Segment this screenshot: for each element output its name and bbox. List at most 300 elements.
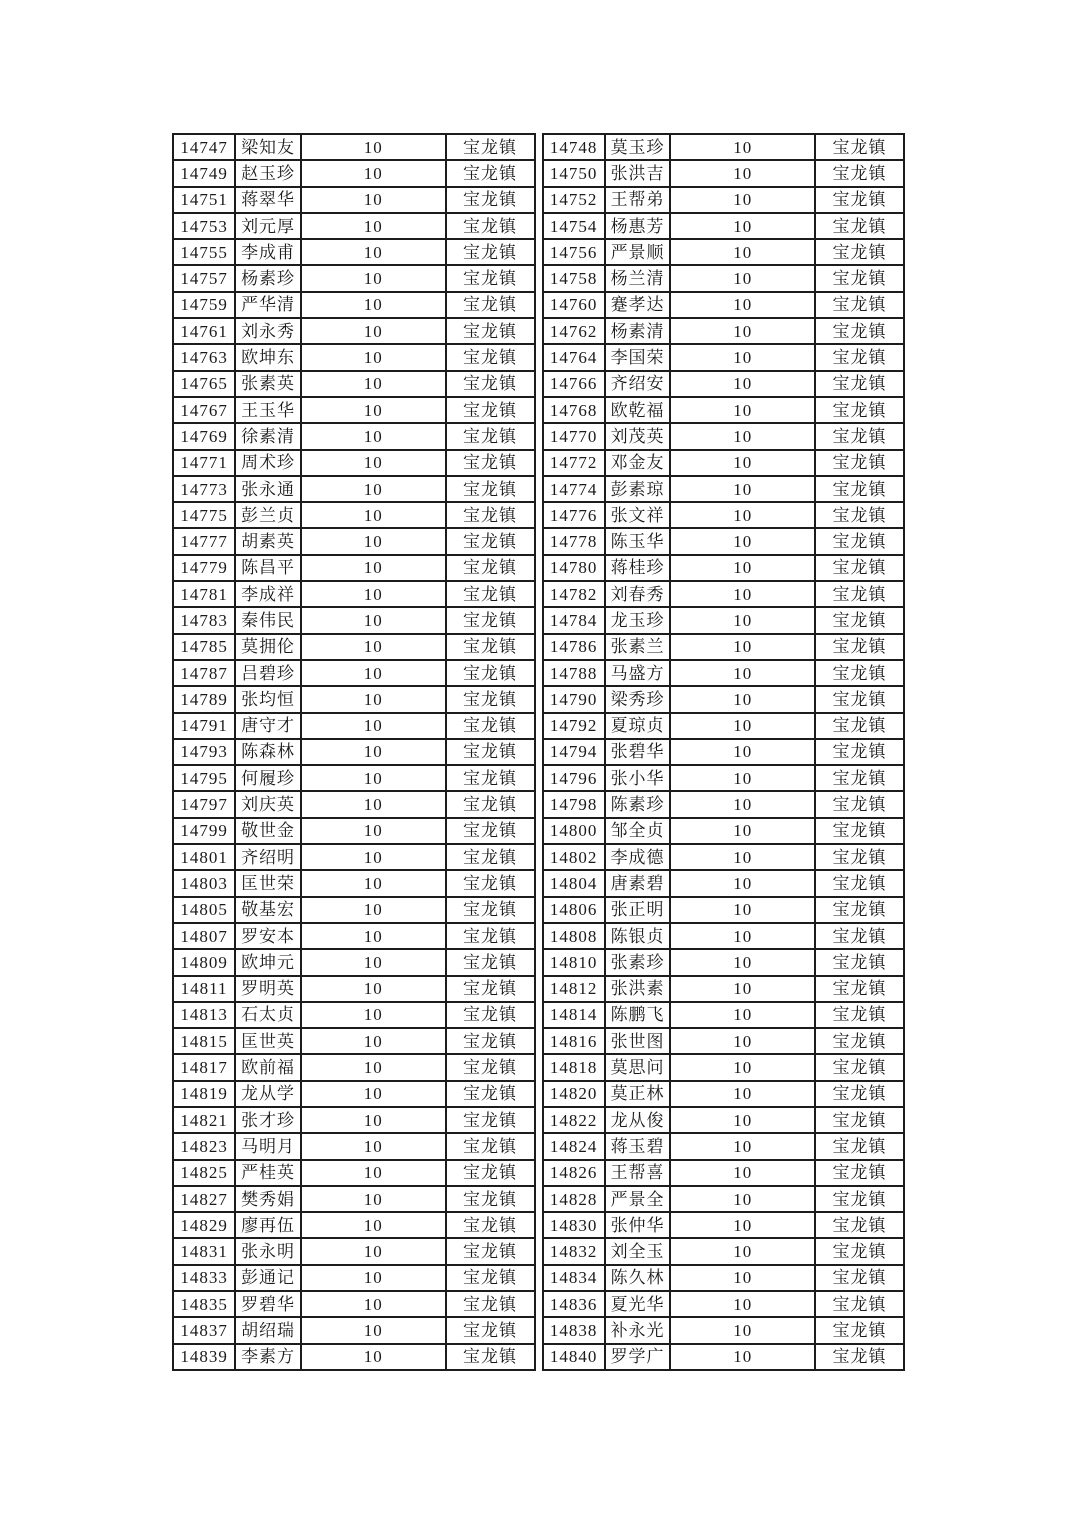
cell-id: 14764 bbox=[543, 344, 605, 370]
cell-amount: 10 bbox=[670, 976, 815, 1002]
cell-id: 14795 bbox=[173, 765, 235, 791]
cell-amount: 10 bbox=[670, 213, 815, 239]
table-row bbox=[173, 239, 535, 265]
table-row bbox=[173, 1212, 535, 1238]
cell-name: 樊秀娟 bbox=[235, 1186, 301, 1212]
table-row bbox=[173, 1133, 535, 1159]
cell-id: 14797 bbox=[173, 791, 235, 817]
cell-id: 14832 bbox=[543, 1238, 605, 1264]
table-row bbox=[173, 607, 535, 633]
cell-amount: 10 bbox=[301, 213, 446, 239]
cell-id: 14836 bbox=[543, 1291, 605, 1317]
cell-id: 14805 bbox=[173, 897, 235, 923]
cell-town: 宝龙镇 bbox=[446, 1317, 535, 1343]
cell-name: 陈久林 bbox=[605, 1265, 671, 1291]
cell-town: 宝龙镇 bbox=[446, 450, 535, 476]
cell-id: 14776 bbox=[543, 502, 605, 528]
cell-amount: 10 bbox=[301, 555, 446, 581]
cell-amount: 10 bbox=[670, 450, 815, 476]
cell-amount: 10 bbox=[670, 581, 815, 607]
table-row bbox=[543, 949, 905, 975]
table-row bbox=[173, 318, 535, 344]
cell-id: 14747 bbox=[173, 134, 235, 160]
cell-amount: 10 bbox=[301, 660, 446, 686]
table-row bbox=[543, 1212, 905, 1238]
cell-amount: 10 bbox=[670, 1212, 815, 1238]
cell-town: 宝龙镇 bbox=[815, 765, 904, 791]
cell-town: 宝龙镇 bbox=[446, 213, 535, 239]
cell-town: 宝龙镇 bbox=[815, 1081, 904, 1107]
cell-town: 宝龙镇 bbox=[815, 187, 904, 213]
cell-id: 14839 bbox=[173, 1344, 235, 1370]
cell-amount: 10 bbox=[301, 844, 446, 870]
table-row bbox=[173, 450, 535, 476]
table-row bbox=[173, 476, 535, 502]
cell-amount: 10 bbox=[670, 660, 815, 686]
cell-id: 14763 bbox=[173, 344, 235, 370]
cell-name: 邹全贞 bbox=[605, 818, 671, 844]
cell-name: 陈素珍 bbox=[605, 791, 671, 817]
cell-amount: 10 bbox=[301, 187, 446, 213]
cell-amount: 10 bbox=[670, 818, 815, 844]
cell-amount: 10 bbox=[301, 134, 446, 160]
cell-name: 杨惠芳 bbox=[605, 213, 671, 239]
table-row bbox=[543, 607, 905, 633]
cell-amount: 10 bbox=[301, 160, 446, 186]
cell-name: 王玉华 bbox=[235, 397, 301, 423]
cell-town: 宝龙镇 bbox=[815, 1054, 904, 1080]
table-row bbox=[173, 528, 535, 554]
cell-amount: 10 bbox=[670, 1081, 815, 1107]
cell-name: 唐素碧 bbox=[605, 870, 671, 896]
cell-id: 14785 bbox=[173, 634, 235, 660]
cell-town: 宝龙镇 bbox=[815, 1212, 904, 1238]
table-row bbox=[543, 1002, 905, 1028]
cell-name: 张素珍 bbox=[605, 949, 671, 975]
cell-name: 廖再伍 bbox=[235, 1212, 301, 1238]
cell-name: 齐绍明 bbox=[235, 844, 301, 870]
cell-name: 夏琼贞 bbox=[605, 713, 671, 739]
table-row bbox=[543, 187, 905, 213]
cell-town: 宝龙镇 bbox=[446, 344, 535, 370]
cell-amount: 10 bbox=[670, 1160, 815, 1186]
cell-amount: 10 bbox=[670, 344, 815, 370]
cell-id: 14798 bbox=[543, 791, 605, 817]
cell-name: 补永光 bbox=[605, 1317, 671, 1343]
table-row bbox=[173, 818, 535, 844]
cell-amount: 10 bbox=[670, 318, 815, 344]
cell-town: 宝龙镇 bbox=[815, 607, 904, 633]
cell-amount: 10 bbox=[670, 502, 815, 528]
cell-name: 张永明 bbox=[235, 1238, 301, 1264]
cell-name: 李成甫 bbox=[235, 239, 301, 265]
cell-id: 14808 bbox=[543, 923, 605, 949]
cell-amount: 10 bbox=[301, 318, 446, 344]
cell-amount: 10 bbox=[670, 870, 815, 896]
cell-id: 14757 bbox=[173, 265, 235, 291]
cell-id: 14789 bbox=[173, 686, 235, 712]
cell-name: 刘元厚 bbox=[235, 213, 301, 239]
cell-amount: 10 bbox=[301, 1002, 446, 1028]
table-row bbox=[543, 1238, 905, 1264]
cell-amount: 10 bbox=[670, 739, 815, 765]
cell-name: 刘茂英 bbox=[605, 423, 671, 449]
cell-town: 宝龙镇 bbox=[815, 976, 904, 1002]
cell-town: 宝龙镇 bbox=[446, 134, 535, 160]
cell-id: 14788 bbox=[543, 660, 605, 686]
cell-town: 宝龙镇 bbox=[815, 528, 904, 554]
cell-id: 14827 bbox=[173, 1186, 235, 1212]
cell-amount: 10 bbox=[670, 423, 815, 449]
cell-name: 齐绍安 bbox=[605, 371, 671, 397]
cell-amount: 10 bbox=[670, 528, 815, 554]
cell-name: 陈玉华 bbox=[605, 528, 671, 554]
table-row bbox=[173, 160, 535, 186]
cell-name: 罗安本 bbox=[235, 923, 301, 949]
roster-table-right bbox=[542, 133, 906, 1371]
cell-name: 罗碧华 bbox=[235, 1291, 301, 1317]
cell-town: 宝龙镇 bbox=[815, 791, 904, 817]
cell-id: 14801 bbox=[173, 844, 235, 870]
cell-id: 14751 bbox=[173, 187, 235, 213]
table-row bbox=[173, 949, 535, 975]
cell-name: 李国荣 bbox=[605, 344, 671, 370]
cell-name: 杨兰清 bbox=[605, 265, 671, 291]
table-row bbox=[543, 1186, 905, 1212]
table-row bbox=[543, 765, 905, 791]
cell-name: 张才珍 bbox=[235, 1107, 301, 1133]
cell-town: 宝龙镇 bbox=[446, 555, 535, 581]
cell-id: 14809 bbox=[173, 949, 235, 975]
cell-name: 莫思问 bbox=[605, 1054, 671, 1080]
table-row bbox=[543, 344, 905, 370]
table-row bbox=[543, 528, 905, 554]
cell-amount: 10 bbox=[301, 1133, 446, 1159]
cell-name: 罗明英 bbox=[235, 976, 301, 1002]
cell-town: 宝龙镇 bbox=[446, 1107, 535, 1133]
table-row bbox=[543, 1291, 905, 1317]
cell-id: 14833 bbox=[173, 1265, 235, 1291]
cell-id: 14749 bbox=[173, 160, 235, 186]
cell-town: 宝龙镇 bbox=[446, 1081, 535, 1107]
cell-name: 刘春秀 bbox=[605, 581, 671, 607]
cell-town: 宝龙镇 bbox=[815, 1133, 904, 1159]
cell-town: 宝龙镇 bbox=[446, 1291, 535, 1317]
cell-amount: 10 bbox=[301, 1317, 446, 1343]
cell-town: 宝龙镇 bbox=[446, 765, 535, 791]
cell-name: 张永通 bbox=[235, 476, 301, 502]
table-row bbox=[543, 923, 905, 949]
cell-amount: 10 bbox=[670, 371, 815, 397]
cell-id: 14762 bbox=[543, 318, 605, 344]
table-row bbox=[173, 502, 535, 528]
cell-id: 14791 bbox=[173, 713, 235, 739]
cell-amount: 10 bbox=[301, 344, 446, 370]
cell-town: 宝龙镇 bbox=[446, 713, 535, 739]
cell-town: 宝龙镇 bbox=[815, 949, 904, 975]
cell-name: 徐素清 bbox=[235, 423, 301, 449]
cell-town: 宝龙镇 bbox=[446, 1133, 535, 1159]
cell-amount: 10 bbox=[670, 239, 815, 265]
cell-town: 宝龙镇 bbox=[815, 870, 904, 896]
table-row bbox=[543, 660, 905, 686]
cell-amount: 10 bbox=[301, 528, 446, 554]
table-row bbox=[543, 1133, 905, 1159]
table-row bbox=[173, 134, 535, 160]
cell-name: 严景全 bbox=[605, 1186, 671, 1212]
cell-town: 宝龙镇 bbox=[446, 160, 535, 186]
cell-name: 龙从学 bbox=[235, 1081, 301, 1107]
cell-id: 14831 bbox=[173, 1238, 235, 1264]
cell-amount: 10 bbox=[670, 1186, 815, 1212]
cell-name: 张素兰 bbox=[605, 634, 671, 660]
cell-id: 14769 bbox=[173, 423, 235, 449]
cell-amount: 10 bbox=[670, 844, 815, 870]
cell-id: 14822 bbox=[543, 1107, 605, 1133]
cell-town: 宝龙镇 bbox=[815, 1238, 904, 1264]
cell-amount: 10 bbox=[301, 634, 446, 660]
cell-amount: 10 bbox=[670, 1054, 815, 1080]
cell-amount: 10 bbox=[670, 897, 815, 923]
cell-name: 彭通记 bbox=[235, 1265, 301, 1291]
table-row bbox=[543, 976, 905, 1002]
table-row bbox=[173, 371, 535, 397]
cell-town: 宝龙镇 bbox=[815, 555, 904, 581]
cell-town: 宝龙镇 bbox=[446, 1160, 535, 1186]
cell-amount: 10 bbox=[301, 1344, 446, 1370]
cell-town: 宝龙镇 bbox=[815, 1344, 904, 1370]
cell-town: 宝龙镇 bbox=[815, 450, 904, 476]
cell-amount: 10 bbox=[670, 607, 815, 633]
cell-amount: 10 bbox=[301, 1107, 446, 1133]
cell-town: 宝龙镇 bbox=[446, 187, 535, 213]
cell-amount: 10 bbox=[301, 502, 446, 528]
cell-id: 14754 bbox=[543, 213, 605, 239]
cell-town: 宝龙镇 bbox=[815, 713, 904, 739]
cell-id: 14824 bbox=[543, 1133, 605, 1159]
cell-town: 宝龙镇 bbox=[815, 581, 904, 607]
cell-town: 宝龙镇 bbox=[815, 371, 904, 397]
cell-id: 14755 bbox=[173, 239, 235, 265]
table-row bbox=[543, 450, 905, 476]
cell-id: 14752 bbox=[543, 187, 605, 213]
cell-town: 宝龙镇 bbox=[446, 528, 535, 554]
table-row bbox=[543, 213, 905, 239]
table-row bbox=[173, 660, 535, 686]
cell-name: 张世图 bbox=[605, 1028, 671, 1054]
cell-name: 欧乾福 bbox=[605, 397, 671, 423]
cell-id: 14828 bbox=[543, 1186, 605, 1212]
table-row bbox=[173, 1160, 535, 1186]
cell-id: 14823 bbox=[173, 1133, 235, 1159]
cell-town: 宝龙镇 bbox=[815, 160, 904, 186]
cell-name: 周术珍 bbox=[235, 450, 301, 476]
cell-amount: 10 bbox=[670, 1107, 815, 1133]
cell-town: 宝龙镇 bbox=[446, 739, 535, 765]
roster-table-container bbox=[172, 133, 905, 1371]
table-row bbox=[543, 739, 905, 765]
cell-town: 宝龙镇 bbox=[446, 318, 535, 344]
cell-name: 罗学广 bbox=[605, 1344, 671, 1370]
cell-town: 宝龙镇 bbox=[815, 134, 904, 160]
cell-id: 14760 bbox=[543, 292, 605, 318]
cell-town: 宝龙镇 bbox=[446, 1028, 535, 1054]
cell-town: 宝龙镇 bbox=[815, 818, 904, 844]
cell-id: 14787 bbox=[173, 660, 235, 686]
table-row bbox=[173, 923, 535, 949]
cell-id: 14765 bbox=[173, 371, 235, 397]
cell-id: 14820 bbox=[543, 1081, 605, 1107]
table-row bbox=[173, 739, 535, 765]
cell-town: 宝龙镇 bbox=[446, 1238, 535, 1264]
cell-town: 宝龙镇 bbox=[446, 844, 535, 870]
cell-amount: 10 bbox=[301, 292, 446, 318]
table-row bbox=[173, 791, 535, 817]
cell-name: 蒋桂珍 bbox=[605, 555, 671, 581]
cell-amount: 10 bbox=[301, 1081, 446, 1107]
cell-amount: 10 bbox=[670, 187, 815, 213]
cell-id: 14834 bbox=[543, 1265, 605, 1291]
cell-town: 宝龙镇 bbox=[815, 923, 904, 949]
cell-town: 宝龙镇 bbox=[815, 423, 904, 449]
table-row bbox=[173, 1028, 535, 1054]
table-row bbox=[173, 1344, 535, 1370]
cell-name: 杨素清 bbox=[605, 318, 671, 344]
cell-town: 宝龙镇 bbox=[815, 502, 904, 528]
cell-amount: 10 bbox=[301, 686, 446, 712]
cell-name: 刘永秀 bbox=[235, 318, 301, 344]
cell-town: 宝龙镇 bbox=[446, 239, 535, 265]
cell-town: 宝龙镇 bbox=[815, 344, 904, 370]
table-row bbox=[543, 555, 905, 581]
cell-id: 14818 bbox=[543, 1054, 605, 1080]
cell-id: 14810 bbox=[543, 949, 605, 975]
cell-name: 敬基宏 bbox=[235, 897, 301, 923]
table-row bbox=[543, 371, 905, 397]
cell-amount: 10 bbox=[670, 1028, 815, 1054]
cell-name: 彭兰贞 bbox=[235, 502, 301, 528]
table-row bbox=[543, 397, 905, 423]
cell-name: 欧前福 bbox=[235, 1054, 301, 1080]
cell-town: 宝龙镇 bbox=[815, 1028, 904, 1054]
cell-amount: 10 bbox=[301, 976, 446, 1002]
cell-name: 张洪吉 bbox=[605, 160, 671, 186]
table-row bbox=[543, 870, 905, 896]
cell-amount: 10 bbox=[670, 1133, 815, 1159]
table-row bbox=[543, 686, 905, 712]
cell-amount: 10 bbox=[301, 1160, 446, 1186]
cell-amount: 10 bbox=[670, 634, 815, 660]
cell-id: 14783 bbox=[173, 607, 235, 633]
table-row bbox=[543, 818, 905, 844]
cell-name: 赵玉珍 bbox=[235, 160, 301, 186]
cell-amount: 10 bbox=[670, 1291, 815, 1317]
cell-amount: 10 bbox=[301, 371, 446, 397]
cell-id: 14753 bbox=[173, 213, 235, 239]
cell-amount: 10 bbox=[301, 1054, 446, 1080]
cell-amount: 10 bbox=[301, 1186, 446, 1212]
cell-id: 14772 bbox=[543, 450, 605, 476]
cell-name: 陈鹏飞 bbox=[605, 1002, 671, 1028]
cell-name: 欧坤东 bbox=[235, 344, 301, 370]
cell-town: 宝龙镇 bbox=[815, 213, 904, 239]
cell-name: 吕碧珍 bbox=[235, 660, 301, 686]
table-row bbox=[543, 713, 905, 739]
cell-name: 张均恒 bbox=[235, 686, 301, 712]
cell-id: 14819 bbox=[173, 1081, 235, 1107]
cell-name: 匡世英 bbox=[235, 1028, 301, 1054]
cell-id: 14807 bbox=[173, 923, 235, 949]
table-row bbox=[543, 1265, 905, 1291]
cell-id: 14774 bbox=[543, 476, 605, 502]
cell-name: 蒋翠华 bbox=[235, 187, 301, 213]
cell-id: 14766 bbox=[543, 371, 605, 397]
table-row bbox=[173, 1107, 535, 1133]
cell-name: 张仲华 bbox=[605, 1212, 671, 1238]
cell-town: 宝龙镇 bbox=[446, 581, 535, 607]
cell-id: 14768 bbox=[543, 397, 605, 423]
cell-town: 宝龙镇 bbox=[446, 1212, 535, 1238]
cell-town: 宝龙镇 bbox=[446, 923, 535, 949]
table-row bbox=[543, 1081, 905, 1107]
cell-town: 宝龙镇 bbox=[815, 1317, 904, 1343]
cell-town: 宝龙镇 bbox=[815, 1291, 904, 1317]
table-row bbox=[173, 765, 535, 791]
cell-town: 宝龙镇 bbox=[815, 660, 904, 686]
cell-name: 莫正林 bbox=[605, 1081, 671, 1107]
cell-id: 14813 bbox=[173, 1002, 235, 1028]
cell-amount: 10 bbox=[301, 1265, 446, 1291]
cell-id: 14756 bbox=[543, 239, 605, 265]
cell-amount: 10 bbox=[301, 818, 446, 844]
table-row bbox=[543, 1054, 905, 1080]
table-row bbox=[543, 581, 905, 607]
cell-id: 14786 bbox=[543, 634, 605, 660]
table-row bbox=[543, 844, 905, 870]
cell-town: 宝龙镇 bbox=[446, 686, 535, 712]
cell-name: 陈银贞 bbox=[605, 923, 671, 949]
cell-town: 宝龙镇 bbox=[815, 1186, 904, 1212]
table-row bbox=[173, 344, 535, 370]
table-row bbox=[173, 976, 535, 1002]
cell-amount: 10 bbox=[670, 476, 815, 502]
cell-amount: 10 bbox=[670, 923, 815, 949]
cell-name: 张小华 bbox=[605, 765, 671, 791]
cell-id: 14771 bbox=[173, 450, 235, 476]
table-row bbox=[173, 397, 535, 423]
cell-town: 宝龙镇 bbox=[446, 1344, 535, 1370]
cell-name: 石太贞 bbox=[235, 1002, 301, 1028]
cell-amount: 10 bbox=[301, 397, 446, 423]
cell-id: 14790 bbox=[543, 686, 605, 712]
cell-town: 宝龙镇 bbox=[446, 371, 535, 397]
table-row bbox=[173, 844, 535, 870]
cell-amount: 10 bbox=[301, 1212, 446, 1238]
cell-amount: 10 bbox=[301, 239, 446, 265]
cell-name: 陈昌平 bbox=[235, 555, 301, 581]
table-row bbox=[173, 1317, 535, 1343]
cell-amount: 10 bbox=[301, 923, 446, 949]
table-row bbox=[543, 502, 905, 528]
cell-amount: 10 bbox=[301, 713, 446, 739]
table-row bbox=[543, 160, 905, 186]
cell-id: 14777 bbox=[173, 528, 235, 554]
cell-id: 14835 bbox=[173, 1291, 235, 1317]
table-row bbox=[173, 1002, 535, 1028]
cell-id: 14770 bbox=[543, 423, 605, 449]
cell-amount: 10 bbox=[670, 765, 815, 791]
table-row bbox=[173, 423, 535, 449]
